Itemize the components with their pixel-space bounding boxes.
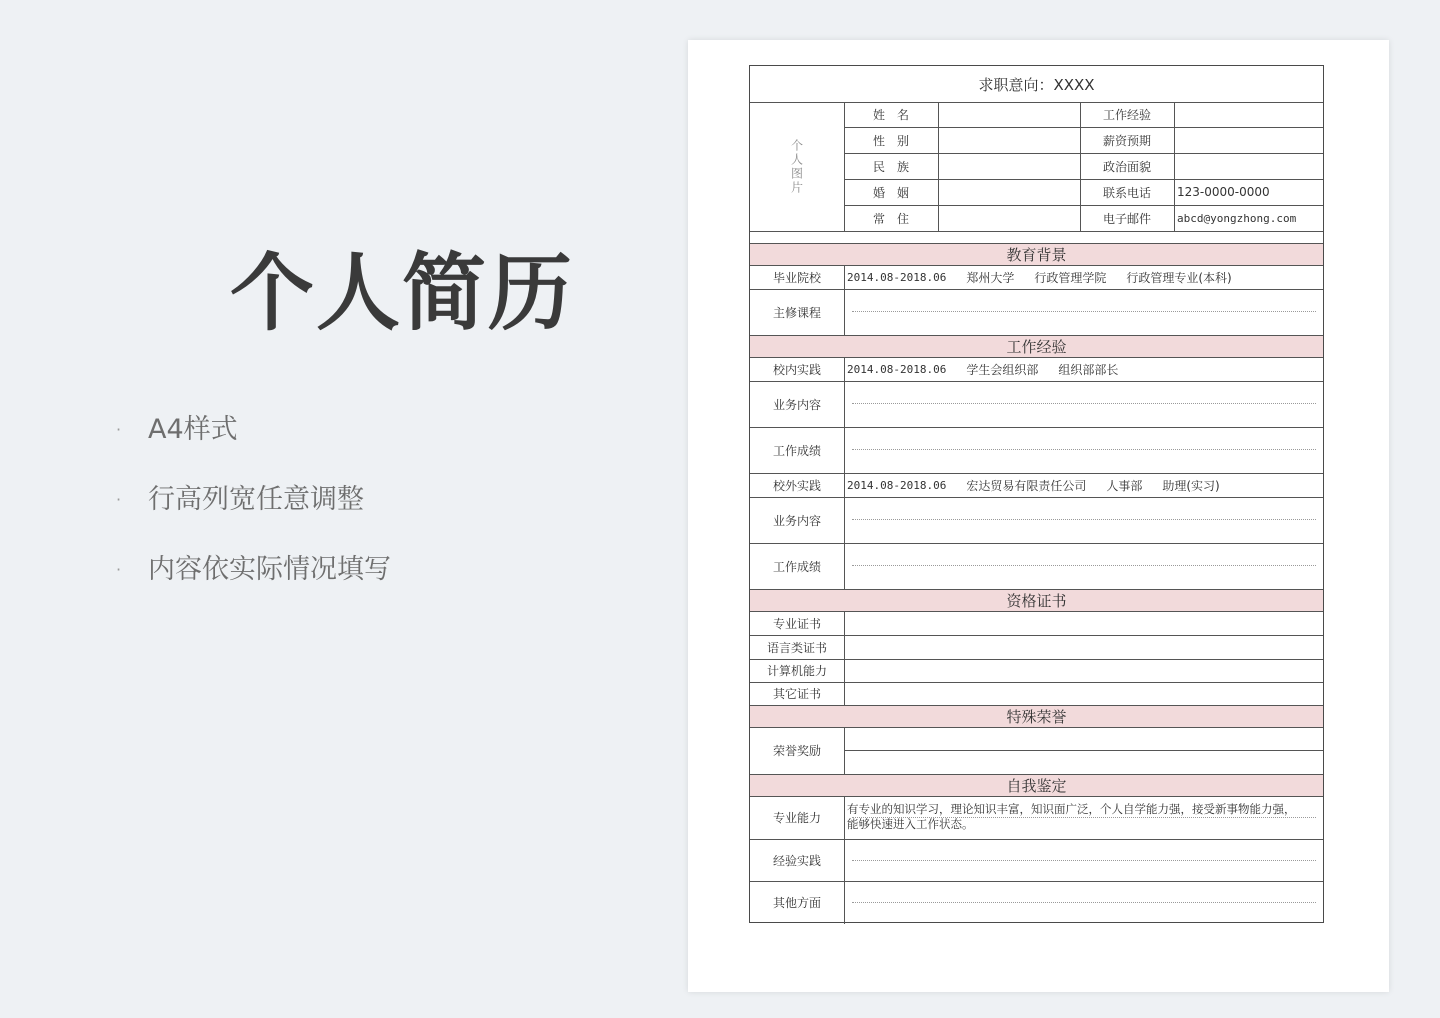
campus-result-line[interactable] (852, 449, 1316, 450)
marital-label: 婚 姻 (872, 185, 909, 200)
school-major: 行政管理专业(本科) (1126, 270, 1232, 285)
residence-label: 常 住 (872, 211, 909, 226)
education-header: 教育背景 (1006, 245, 1067, 264)
salary-label: 薪资预期 (1102, 133, 1151, 148)
school-label: 毕业院校 (772, 270, 821, 285)
campus-result-label: 工作成绩 (772, 443, 821, 458)
courses-input-line[interactable] (852, 311, 1316, 312)
work-header: 工作经验 (1006, 337, 1067, 356)
political-field[interactable] (1174, 153, 1323, 179)
feature-text: A4样式 (148, 414, 238, 445)
phone-label: 联系电话 (1102, 185, 1151, 200)
other-aspects-line[interactable] (852, 902, 1316, 903)
gender-field[interactable] (938, 127, 1080, 153)
ability-text-line-2: 能够快速进入工作状态。 (847, 817, 974, 831)
cert-other-field[interactable] (844, 682, 1323, 705)
grid-line (750, 231, 1323, 232)
bullet-dot: · (116, 420, 122, 439)
email-field[interactable]: abcd@yongzhong.com (1177, 211, 1297, 225)
cert-professional-field[interactable] (844, 611, 1323, 635)
external-company: 宏达贸易有限责任公司 (966, 478, 1087, 493)
name-label: 姓 名 (872, 108, 909, 122)
photo-placeholder (750, 102, 844, 231)
external-practice-info[interactable] (844, 473, 1323, 497)
external-content-label: 业务内容 (772, 513, 821, 528)
experience-field[interactable] (1174, 102, 1323, 127)
campus-content-label: 业务内容 (772, 397, 821, 412)
courses-label: 主修课程 (772, 305, 821, 320)
experience-practice-label: 经验实践 (772, 853, 821, 868)
feature-text: 内容依实际情况填写 (148, 554, 391, 585)
political-label: 政治面貌 (1102, 159, 1151, 174)
promo-title: 个人简历 (230, 244, 575, 342)
ethnicity-label: 民 族 (872, 159, 909, 174)
certs-header: 资格证书 (1006, 591, 1067, 610)
salary-field[interactable] (1174, 127, 1323, 153)
external-dept: 人事部 (1106, 478, 1143, 493)
campus-practice-label: 校内实践 (772, 362, 821, 377)
campus-practice-info[interactable] (844, 357, 1323, 381)
cert-computer-field[interactable] (844, 659, 1323, 682)
email-label: 电子邮件 (1102, 211, 1151, 226)
cert-computer-label: 计算机能力 (766, 664, 827, 678)
ability-text-line-1: 有专业的知识学习，理论知识丰富，知识面广泛，个人自学能力强，接受新事物能力强， (847, 802, 1296, 816)
phone-field[interactable]: 123-0000-0000 (1177, 185, 1270, 199)
cert-language-label: 语言类证书 (766, 640, 827, 655)
gender-label: 性 别 (872, 133, 909, 148)
resume-table (749, 65, 1324, 923)
photo-label: 个人图片 (789, 138, 804, 195)
cert-language-field[interactable] (844, 635, 1323, 659)
campus-content-line[interactable] (852, 403, 1316, 404)
experience-label: 工作经验 (1102, 108, 1151, 122)
name-field[interactable] (938, 102, 1080, 127)
feature-text: 行高列宽任意调整 (148, 484, 364, 515)
honors-field-1[interactable] (844, 727, 1323, 750)
cert-other-label: 其它证书 (772, 687, 821, 701)
external-result-label: 工作成绩 (772, 559, 821, 574)
bullet-dot: · (116, 560, 122, 579)
school-college: 行政管理学院 (1034, 270, 1107, 285)
ability-label: 专业能力 (772, 811, 821, 825)
campus-role: 组织部部长 (1058, 362, 1119, 377)
ability-underline (852, 817, 1316, 818)
residence-field[interactable] (938, 205, 1080, 231)
marital-field[interactable] (938, 179, 1080, 205)
self-header: 自我鉴定 (1006, 776, 1067, 795)
other-aspects-label: 其他方面 (772, 895, 821, 910)
external-content-line[interactable] (852, 519, 1316, 520)
school-name: 郑州大学 (966, 270, 1015, 285)
cert-professional-label: 专业证书 (772, 616, 821, 631)
school-dates: 2014.08-2018.06 (847, 270, 947, 284)
resume-title: 求职意向：XXXX (978, 75, 1095, 94)
resume-paper (688, 40, 1389, 992)
school-info[interactable] (844, 265, 1323, 289)
external-practice-label: 校外实践 (772, 478, 821, 493)
honors-field-2[interactable] (844, 750, 1323, 774)
experience-practice-line[interactable] (852, 860, 1316, 861)
honors-label: 荣誉奖励 (772, 744, 821, 758)
bullet-dot: · (116, 490, 122, 509)
campus-dates: 2014.08-2018.06 (847, 362, 947, 376)
ethnicity-field[interactable] (938, 153, 1080, 179)
external-role: 助理(实习) (1162, 478, 1220, 493)
external-dates: 2014.08-2018.06 (847, 478, 947, 492)
honors-header: 特殊荣誉 (1006, 707, 1067, 726)
campus-org: 学生会组织部 (966, 362, 1039, 377)
external-result-line[interactable] (852, 565, 1316, 566)
